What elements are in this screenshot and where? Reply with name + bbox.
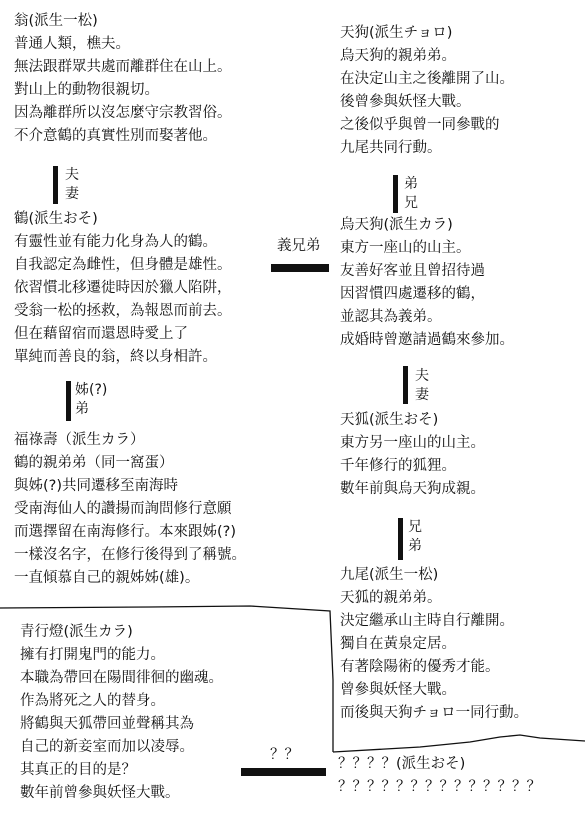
relation-label-tenko-kyubi: [408, 518, 422, 556]
tengu-choro-line: 烏天狗的親弟弟。: [340, 48, 456, 64]
karasu-tengu-title: 烏天狗(派生カラ): [340, 217, 453, 233]
aoyukiboshi-profile: [20, 621, 223, 805]
relation-husband: 夫: [65, 167, 79, 183]
fukuroku-line: 受南海仙人的讚揚而詢問修行意願: [14, 501, 232, 517]
kyubi-title: 九尾(派生一松): [340, 567, 439, 583]
kyubi-line: 而後與天狗チョロ一同行動。: [340, 705, 529, 721]
tengu-choro-line: 在決定山主之後離開了山。: [340, 71, 514, 87]
fukuroku-line: 與姊(?)共同遷移至南海時: [14, 478, 179, 494]
relation-younger-brother: 弟: [408, 538, 422, 554]
fukuroku-profile: [14, 429, 246, 590]
okina-profile: [14, 10, 232, 148]
kyubi-line: 曾參與妖怪大戰。: [340, 682, 456, 698]
aoyukiboshi-title: 青行燈(派生カラ): [20, 624, 133, 640]
karasu-tengu-profile: [340, 214, 514, 352]
relation-wife: 妻: [415, 387, 429, 403]
tenko-title: 天狐(派生おそ): [340, 412, 439, 428]
tsuru-line: 依習慣北移遷徙時因於獵人陷阱，: [14, 280, 232, 296]
karasu-tengu-line: 成婚時曾邀請過鶴來參加。: [340, 332, 514, 348]
kyubi-line: 獨自在黃泉定居。: [340, 636, 456, 652]
aoyukiboshi-line: 自己的新妾室而加以凌辱。: [20, 739, 194, 755]
relation-label-tsuru-fukuroku: [75, 381, 107, 419]
unknown-line: ？？？？？？？？？？？？？？: [338, 779, 541, 795]
tsuru-profile: [14, 208, 232, 369]
relation-bar-okina-tsuru: [53, 166, 58, 204]
tsuru-title: 鶴(派生おそ): [14, 211, 98, 227]
link-label-gikyodai: 義兄弟: [277, 238, 321, 254]
kyubi-line: 決定繼承山主時自行離開。: [340, 613, 514, 629]
unknown-border: [333, 735, 585, 752]
relation-bar-tenko-kyubi: [398, 518, 403, 560]
tsuru-line: 有靈性並有能力化身為人的鶴。: [14, 234, 217, 250]
link-bar-gikyodai: [271, 264, 329, 272]
relation-bar-karasu-tenko: [403, 366, 408, 404]
relation-younger-brother: 弟: [404, 176, 418, 192]
link-bar-unknown: [241, 768, 326, 776]
aoyukiboshi-line: 將鶴與天狐帶回並聲稱其為: [20, 716, 194, 732]
relation-elder-sister: 姊(?): [75, 382, 108, 398]
relation-husband: 夫: [415, 368, 429, 384]
karasu-tengu-line: 友善好客並且曾招待過: [340, 263, 485, 279]
tenko-profile: [340, 409, 485, 501]
aoyukiboshi-line: 擁有打開鬼門的能力。: [20, 647, 165, 663]
tsuru-line: 受翁一松的拯救，為報恩而前去。: [14, 303, 232, 319]
okina-line: 普通人類，樵夫。: [14, 36, 130, 52]
fukuroku-title: 福祿壽（派生カラ）: [14, 432, 145, 448]
tengu-choro-line: 後曾參與妖怪大戰。: [340, 94, 471, 110]
karasu-tengu-line: 因習慣四處遷移的鶴，: [340, 286, 485, 302]
aoyukiboshi-line: 作為將死之人的替身。: [20, 693, 165, 709]
relation-label-okina-tsuru: [65, 166, 79, 204]
relation-bar-tsuru-fukuroku: [66, 381, 71, 421]
aoyukiboshi-line: 數年前曾參與妖怪大戰。: [20, 785, 180, 801]
tenko-line: 千年修行的狐狸。: [340, 458, 456, 474]
tsuru-line: 但在藉留宿而還恩時愛上了: [14, 326, 188, 342]
relation-elder-brother: 兄: [404, 195, 418, 211]
relation-younger-brother: 弟: [75, 401, 89, 417]
aoyukiboshi-line: 其真正的目的是？: [20, 762, 136, 778]
relation-label-karasu-tenko: [415, 367, 429, 405]
tsuru-line: 單純而善良的翁，終以身相許。: [14, 349, 217, 365]
tengu-choro-title: 天狗(派生チョロ): [340, 25, 453, 41]
tenko-line: 數年前與烏天狗成親。: [340, 481, 485, 497]
kyubi-line: 有著陰陽術的優秀才能。: [340, 659, 500, 675]
tengu-choro-profile: [340, 22, 514, 160]
tengu-choro-line: 九尾共同行動。: [340, 140, 442, 156]
relation-wife: 妻: [65, 186, 79, 202]
karasu-tengu-line: 並認其為義弟。: [340, 309, 442, 325]
unknown-title: ？？？？(派生おそ): [338, 756, 466, 772]
link-label-unknown: ？？: [270, 747, 299, 763]
fukuroku-line: 一樣沒名字，在修行後得到了稱號。: [14, 547, 246, 563]
karasu-tengu-line: 東方一座山的山主。: [340, 240, 471, 256]
relation-elder-brother: 兄: [408, 519, 422, 535]
kyubi-line: 天狐的親弟弟。: [340, 590, 442, 606]
okina-title: 翁(派生一松): [14, 13, 98, 29]
okina-line: 無法跟群眾共處而離群住在山上。: [14, 59, 232, 75]
unknown-profile: [338, 753, 541, 799]
fukuroku-line: 一直傾慕自己的親姊姊(雄)。: [14, 570, 200, 586]
fukuroku-line: 而選擇留在南海修行。本來跟姊(?): [14, 524, 237, 540]
fukuroku-line: 鶴的親弟弟（同一窩蛋）: [14, 455, 174, 471]
kyubi-profile: [340, 564, 528, 725]
tengu-choro-line: 之後似乎與曾一同參戰的: [340, 117, 500, 133]
aoyukiboshi-line: 本職為帶回在陽間徘徊的幽魂。: [20, 670, 223, 686]
tsuru-line: 自我認定為雌性，但身體是雄性。: [14, 257, 232, 273]
okina-line: 對山上的動物很親切。: [14, 82, 159, 98]
relation-bar-tengu-karasu: [393, 175, 398, 213]
okina-line: 不介意鶴的真實性別而娶著他。: [14, 128, 217, 144]
okina-line: 因為離群所以沒怎麼守宗教習俗。: [14, 105, 232, 121]
relation-label-tengu-karasu: [404, 175, 418, 213]
tenko-line: 東方另一座山的山主。: [340, 435, 485, 451]
